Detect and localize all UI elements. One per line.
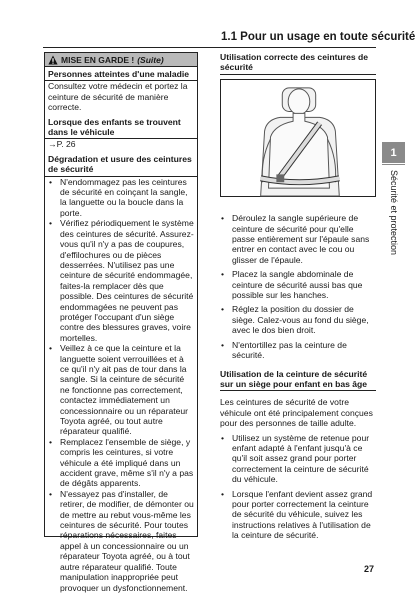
page-reference-link[interactable]: →P. 26	[48, 139, 76, 150]
list-item: • Vérifiez périodiquement le système des ceintures de sécurité. Assurez-vous qu'il n'y a pas de coupures, d'effilochures ou de pièces desserrées. N'utilisez pas une ceinture de sécurité endommagée, faites-la remplacer dès que possible. Des ceintures de sécurité endommagées ne peuvent pas protéger l'occupant d'un siège contre des blessures graves, voire mortelles.	[48, 218, 194, 343]
warning-body	[45, 67, 197, 593]
child-bullet-list	[220, 433, 376, 541]
chapter-tab-rule	[382, 164, 405, 165]
list-item: • Utilisez un système de retenue pour enfant adapté à l'enfant jusqu'à ce qu'il soit assez grand pour porter correctement la ceinture de sécurité du véhicule.	[220, 433, 376, 485]
section-title: 1.1 Pour un usage en toute sécurité	[221, 31, 416, 43]
warning-triangle-icon	[48, 55, 58, 65]
list-item: • Déroulez la sangle supérieure de ceinture de sécurité pour qu'elle passe entièrement sur l'épaule sans entrer en contact avec le cou ou glisser de l'épaule.	[220, 213, 376, 265]
list-item: • Veillez à ce que la ceinture et la languette soient verrouillées et à ce qu'il n'y ait pas de tour dans la sangle. Si la ceinture de sécurité ne fonctionne pas correctement, contactez immédiatement un concessionnaire ou un réparateur Toyota agréé, ou tout autre réparateur qualifié.	[48, 343, 194, 437]
warning-title: MISE EN GARDE !	[61, 54, 135, 65]
list-item: • Remplacez l'ensemble de siège, y compris les ceintures, si votre véhicule a été impliqué dans un accident grave, même s'il n'y a pas de dégâts apparents.	[48, 437, 194, 489]
section-heading: Utilisation de la ceinture de sécurité sur un siège pour enfant en bas âge	[220, 369, 376, 392]
warning-subheading: Lorsque des enfants se trouvent dans le véhicule	[45, 117, 197, 140]
warning-subheading: Personnes atteintes d'une maladie	[45, 69, 197, 81]
page-number: 27	[364, 564, 375, 574]
chapter-label: Sécurité et protection	[389, 170, 399, 256]
list-item: • Lorsque l'enfant devient assez grand pour porter correctement la ceinture de sécurité du véhicule, suivez les instructions relatives à l'utilisation de la ceinture de sécurité.	[220, 489, 376, 541]
seatbelt-illustration	[220, 79, 376, 197]
header-rule	[43, 47, 376, 48]
list-item: • Réglez la position du dossier de siège. Calez-vous au fond du siège, avec le dos bien droit.	[220, 304, 376, 335]
paragraph: Les ceintures de sécurité de votre véhicule ont été principalement conçues pour des personnes de taille adulte.	[220, 397, 373, 429]
usage-bullet-list	[220, 213, 376, 360]
list-item: • N'endommagez pas les ceintures de sécurité en coinçant la sangle, la languette ou la boucle dans la porte.	[48, 177, 194, 219]
chapter-number-tab: 1	[382, 142, 405, 163]
right-column	[220, 52, 376, 545]
warning-header	[45, 53, 197, 67]
list-item: • N'essayez pas d'installer, de retirer, de modifier, de démonter ou de mettre au rebut vous-même les ceintures de sécurité. Pour toutes réparations nécessaires, faites appel à un concessionnaire ou un réparateur Toyota agréé, ou à tout autre réparateur qualifié. Toute manipulation inappropriée peut provoquer un dysfonctionnement.	[48, 489, 194, 593]
warning-suffix: (Suite)	[137, 54, 164, 65]
warning-subheading: Dégradation et usure des ceintures de sécurité	[45, 154, 197, 177]
section-heading: Utilisation correcte des ceintures de sécurité	[220, 52, 376, 75]
warning-text: Consultez votre médecin et portez la ceinture de sécurité de manière correcte.	[48, 81, 188, 113]
list-item: • N'entortillez pas la ceinture de sécurité.	[220, 340, 376, 361]
warning-bullet-list	[48, 177, 194, 593]
list-item: • Placez la sangle abdominale de ceinture de sécurité aussi bas que possible sur les hanches.	[220, 269, 376, 300]
warning-box	[44, 52, 198, 593]
